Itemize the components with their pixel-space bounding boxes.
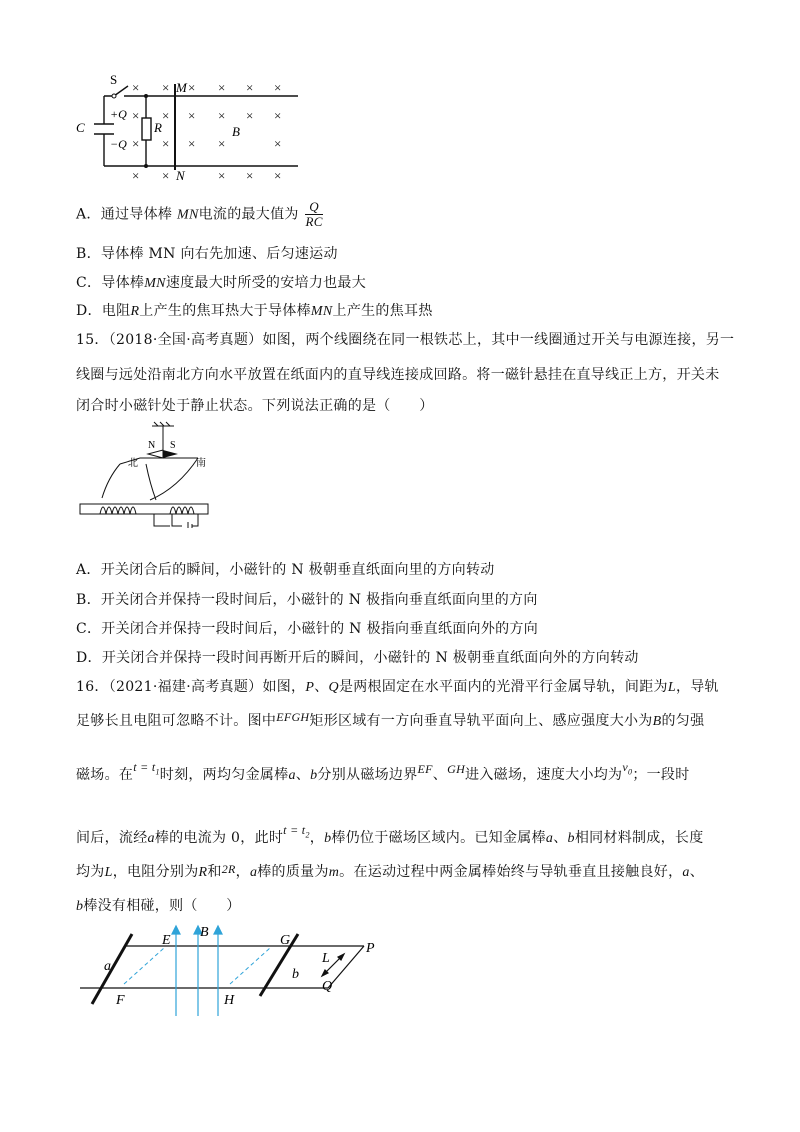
needle-n-label: N	[148, 440, 156, 451]
circuit-figure-14	[70, 70, 310, 190]
q14-option-a: A．通过导体棒 MN电流的最大值为 $\frac{Q}{RC}$	[76, 199, 323, 229]
label-R: R	[154, 120, 162, 135]
svg-text:×: ×	[132, 108, 140, 123]
svg-text:×: ×	[274, 168, 282, 183]
label-minus-Q: −Q	[110, 137, 127, 151]
q16-stem-line-2: 足够长且电阻可忽略不计。图中EFGH矩形区域有一方向垂直导轨平面向上、感应强度大小为B的匀强	[76, 710, 705, 729]
fraction-q-over-rc: $\frac{Q}{RC}$	[305, 199, 323, 229]
q16-stem-line-4: 间后，流经a棒的电流为 0，此时$t = t_2$，b棒仍位于磁场区域内。已知金属棒a、b相同材料制成，长度	[76, 823, 704, 846]
label-H: H	[224, 993, 235, 1008]
label-Q: Q	[322, 979, 333, 994]
label-M: M	[176, 80, 187, 95]
q16-stem-line-3: 磁场。在$t = t_1$时刻，两均匀金属棒a、b分别从磁场边界EF、GH进入磁场，速度大小均为$v_0$；一段时	[76, 760, 690, 783]
q14-option-b: B．导体棒 MN 向右先加速、后匀速运动	[76, 246, 338, 262]
label-B-field: B	[200, 925, 209, 940]
label-F: F	[116, 993, 125, 1008]
svg-text:×: ×	[188, 108, 196, 123]
svg-text:×: ×	[132, 136, 140, 151]
svg-text:×: ×	[218, 80, 226, 95]
label-rod-b: b	[292, 967, 299, 982]
label-P: P	[366, 941, 375, 956]
svg-text:×: ×	[246, 80, 254, 95]
label-E: E	[162, 933, 171, 948]
needle-s-label: S	[170, 440, 176, 451]
svg-text:×: ×	[162, 136, 170, 151]
svg-text:×: ×	[132, 168, 140, 183]
q16-stem-line-6: b棒没有相碰，则（ ）	[76, 898, 241, 914]
svg-text:×: ×	[246, 108, 254, 123]
q15-option-a: A．开关闭合后的瞬间，小磁针的 N 极朝垂直纸面向里的方向转动	[76, 562, 495, 578]
label-B: B	[232, 124, 240, 139]
q15-stem-line-3: 闭合时小磁针处于静止状态。下列说法正确的是（ ）	[76, 398, 434, 414]
svg-text:×: ×	[132, 80, 140, 95]
svg-text:×: ×	[162, 80, 170, 95]
q15-option-b: B．开关闭合并保持一段时间后，小磁针的 N 极指向垂直纸面向里的方向	[76, 592, 538, 608]
q15-stem-line-1: 15．（2018·全国·高考真题）如图，两个线圈绕在同一根铁芯上，其中一线圈通过开关与电源连接，另一	[76, 332, 735, 348]
q15-option-d: D．开关闭合并保持一段时间再断开后的瞬间，小磁针的 N 极朝垂直纸面向外的方向转动	[76, 650, 639, 666]
svg-text:×: ×	[274, 80, 282, 95]
q16-stem-line-5: 均为L，电阻分别为R和2R，a棒的质量为m。在运动过程中两金属棒始终与导轨垂直且接触良好，a、	[76, 862, 704, 880]
south-label: 南	[196, 458, 206, 469]
svg-text:×: ×	[274, 136, 282, 151]
switch-label: S	[110, 72, 118, 87]
label-L: L	[322, 951, 330, 966]
coil-compass-figure-15	[78, 418, 218, 528]
q14-option-c: C．导体棒MN速度最大时所受的安培力也最大	[76, 275, 367, 291]
label-G: G	[280, 933, 291, 948]
rails-figure-16	[76, 920, 396, 1020]
svg-text:×: ×	[218, 108, 226, 123]
svg-text:×: ×	[188, 80, 196, 95]
svg-text:×: ×	[162, 108, 170, 123]
svg-text:×: ×	[218, 136, 226, 151]
label-plus-Q: +Q	[110, 107, 127, 121]
svg-text:×: ×	[274, 108, 282, 123]
q14-option-d: D．电阻R上产生的焦耳热大于导体棒MN上产生的焦耳热	[76, 303, 433, 319]
q15-stem-line-2: 线圈与远处沿南北方向水平放置在纸面内的直导线连接成回路。将一磁针悬挂在直导线正上方，开关未	[76, 367, 720, 383]
q16-stem-line-1: 16．（2021·福建·高考真题）如图，P、Q是两根固定在水平面内的光滑平行金属导轨，间距为L，导轨	[76, 679, 719, 695]
svg-text:×: ×	[188, 136, 196, 151]
svg-text:×: ×	[246, 168, 254, 183]
north-label: 北	[128, 458, 138, 469]
label-C: C	[76, 120, 85, 135]
label-N: N	[176, 168, 185, 183]
q15-option-c: C．开关闭合并保持一段时间后，小磁针的 N 极指向垂直纸面向外的方向	[76, 621, 539, 637]
svg-text:×: ×	[162, 168, 170, 183]
label-rod-a: a	[104, 959, 111, 974]
svg-text:×: ×	[218, 168, 226, 183]
